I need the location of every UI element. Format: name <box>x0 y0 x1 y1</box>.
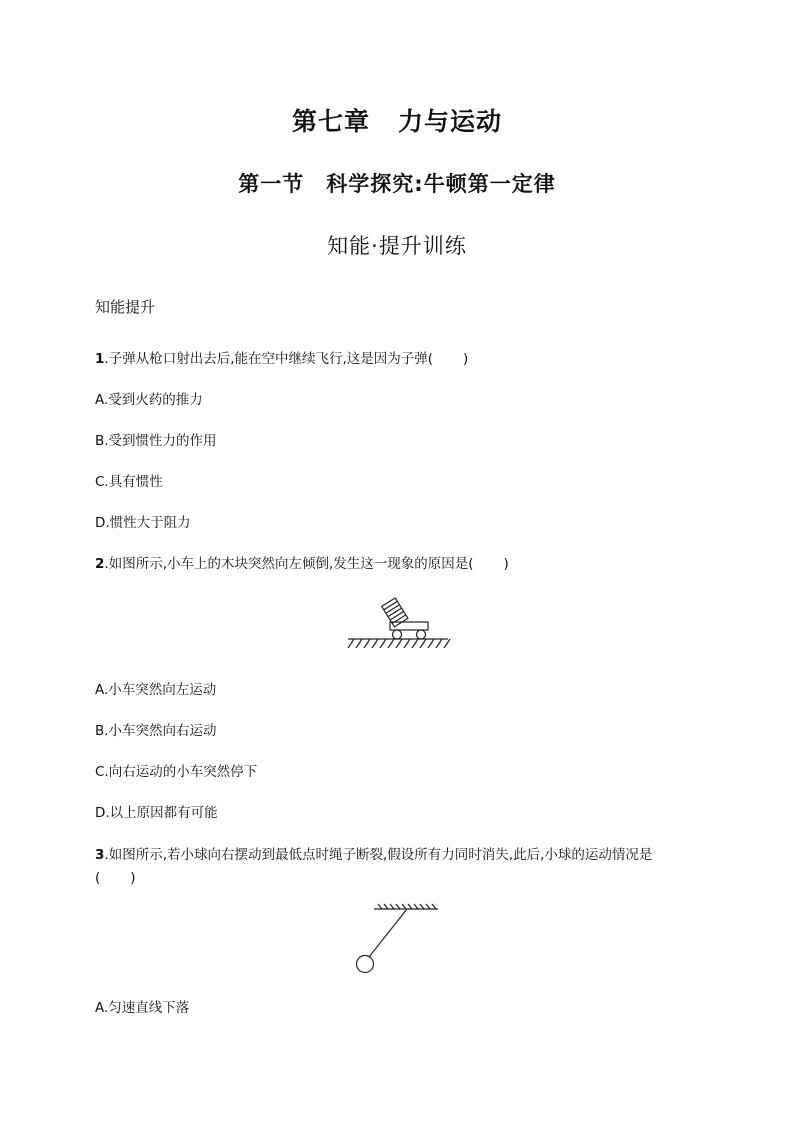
question-paren-close: ) <box>130 870 136 886</box>
question-text: .如图所示,若小球向右摆动到最低点时绳子断裂,假设所有力同时消失,此后,小球的运动情况是 <box>104 847 653 863</box>
ground-hatching <box>348 639 450 648</box>
question-number: 2 <box>95 556 105 572</box>
question-text: .子弹从枪口射出去后,能在空中继续飞行,这是因为子弹( <box>104 351 434 367</box>
chapter-topic: 力与运动 <box>398 107 503 136</box>
question-2-option-c: C.向右运动的小车突然停下 <box>95 764 258 780</box>
question-3-stem <box>95 843 652 863</box>
cart-wheel-left <box>393 630 402 639</box>
section-label: 第一节 <box>238 172 305 196</box>
pendulum-ball <box>357 956 374 973</box>
question-paren-open: ( <box>95 870 101 886</box>
section-title <box>0 168 794 198</box>
question-1-option-a: A.受到火药的推力 <box>95 392 203 408</box>
question-2-option-a: A.小车突然向左运动 <box>95 682 217 698</box>
cart-figure <box>340 590 455 652</box>
ceiling-hatching <box>378 904 436 909</box>
chapter-title <box>0 102 794 138</box>
question-1-option-c: C.具有惯性 <box>95 474 163 490</box>
question-2-stem <box>95 552 509 572</box>
question-number: 3 <box>95 847 105 863</box>
block-title: 知能提升 <box>95 298 156 316</box>
cart-wheel-right <box>417 630 426 639</box>
question-paren-close: ) <box>463 351 469 367</box>
section-topic: 科学探究:牛顿第一定律 <box>326 172 556 196</box>
question-text: .如图所示,小车上的木块突然向左倾倒,发生这一现象的原因是( <box>104 556 474 572</box>
question-2-option-d: D.以上原因都有可能 <box>95 805 218 821</box>
chapter-label: 第七章 <box>291 107 370 136</box>
question-1-option-d: D.惯性大于阻力 <box>95 515 191 531</box>
pendulum-figure <box>352 903 444 975</box>
subtitle: 知能·提升训练 <box>327 234 467 258</box>
question-1-option-b: B.受到惯性力的作用 <box>95 433 217 449</box>
question-2-option-b: B.小车突然向右运动 <box>95 723 217 739</box>
question-paren-close: ) <box>503 556 509 572</box>
question-3-stem-line2 <box>95 870 136 886</box>
pendulum-string <box>369 909 407 957</box>
question-3-option-a: A.匀速直线下落 <box>95 1000 190 1016</box>
question-1-stem <box>95 347 468 367</box>
question-number: 1 <box>95 351 105 367</box>
